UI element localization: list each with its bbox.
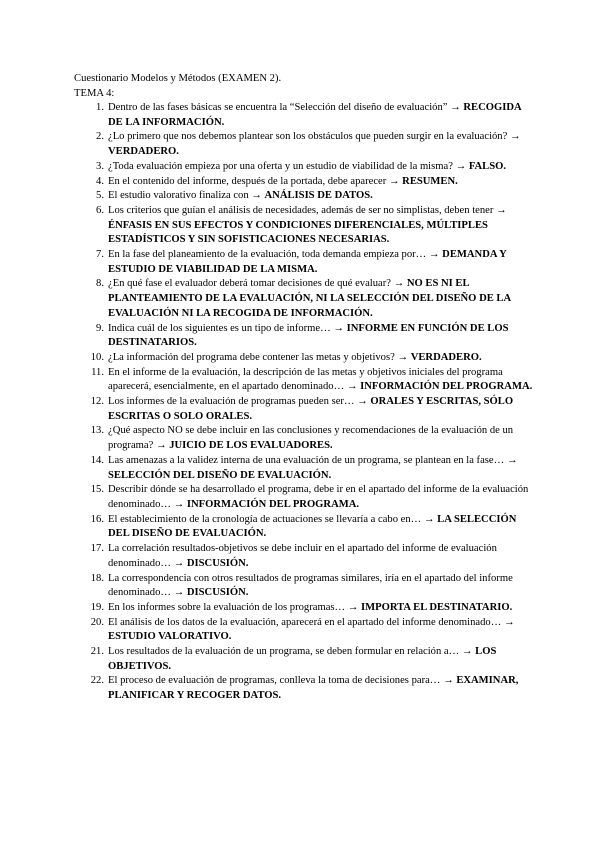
question-item — [74, 395, 534, 424]
right-arrow-icon: → — [393, 278, 405, 290]
right-arrow-icon: → — [155, 440, 167, 452]
question-item — [74, 616, 534, 645]
answer-text: DISCUSIÓN. — [186, 557, 249, 569]
right-arrow-icon: → — [333, 322, 344, 334]
question-text: Indica cuál de los siguientes es un tipo de informe… — [108, 322, 331, 334]
question-number: 3. — [96, 160, 104, 172]
answer-text: EXAMINAR, PLANIFICAR Y RECOGER DATOS. — [108, 675, 519, 702]
answer-text: VERDADERO. — [108, 146, 179, 158]
question-text: ¿Qué aspecto NO se debe incluir en las conclusiones y recomendaciones de la evaluación de un programa? — [108, 425, 514, 452]
question-item — [74, 454, 534, 483]
question-number: 1. — [96, 102, 104, 113]
question-text: En el contenido del informe, después de la portada, debe aparecer — [108, 175, 387, 187]
question-item — [74, 483, 534, 512]
question-item — [74, 542, 534, 571]
question-item — [74, 351, 534, 366]
question-text: El estudio valorativo finaliza con — [108, 190, 249, 202]
question-number: 14. — [90, 454, 104, 466]
answer-text: FALSO. — [468, 160, 506, 172]
question-number: 6. — [96, 204, 104, 216]
question-item — [74, 101, 534, 130]
question-number: 8. — [96, 278, 104, 290]
question-text: Los criterios que guían el análisis de necesidades, además de ser no simplistas, deben tener — [108, 204, 494, 216]
section-heading: TEMA 4: — [74, 87, 115, 99]
right-arrow-icon: → — [346, 381, 358, 393]
question-text: La correlación resultados-objetivos se debe incluir en el apartado del informe de evaluación denominado… — [108, 543, 497, 569]
right-arrow-icon: → — [455, 160, 467, 172]
question-number: 5. — [96, 190, 104, 202]
question-item — [74, 424, 534, 453]
question-text: El análisis de los datos de la evaluación, aparecerá en el apartado del informe denominado… — [108, 616, 502, 628]
question-number: 2. — [96, 131, 104, 143]
right-arrow-icon: → — [357, 396, 368, 408]
answer-text: JUICIO DE LOS EVALUADORES. — [169, 440, 333, 452]
question-item — [74, 674, 534, 703]
right-arrow-icon: → — [461, 646, 473, 658]
question-number: 10. — [90, 351, 104, 363]
right-arrow-icon: → — [496, 204, 507, 216]
question-number: 12. — [90, 396, 104, 408]
question-text: En el informe de la evaluación, la descripción de las metas y objetivos iniciales del programa aparecerá, esencialmente, en el apartado denominado… — [108, 366, 503, 393]
answer-text: INFORMACIÓN DEL PROGRAMA. — [360, 381, 533, 393]
answer-text: DISCUSIÓN. — [186, 587, 249, 599]
answer-text: LA SELECCIÓN DEL DISEÑO DE EVALUACIÓN. — [108, 513, 517, 540]
question-number: 4. — [96, 175, 104, 187]
question-text: Dentro de las fases básicas se encuentra la “Selección del diseño de evaluación” — [108, 102, 448, 113]
question-text: ¿Toda evaluación empieza por una oferta y un estudio de viabilidad de la misma? — [108, 160, 453, 172]
question-text: Los resultados de la evaluación de un programa, se deben formular en relación a… — [108, 646, 460, 658]
answer-text: ESTUDIO VALORATIVO. — [108, 631, 232, 643]
right-arrow-icon: → — [397, 351, 409, 363]
answer-text: SELECCIÓN DEL DISEÑO DE EVALUACIÓN. — [108, 469, 332, 481]
question-number: 9. — [96, 322, 104, 334]
question-text: Los informes de la evaluación de programas pueden ser… — [108, 396, 355, 408]
answer-text: ORALES Y ESCRITAS, SÓLO ESCRITAS O SOLO ORALES. — [108, 396, 514, 422]
question-item — [74, 248, 534, 277]
answer-text: NO ES NI EL PLANTEAMIENTO DE LA EVALUACIÓN, NI LA SELECCIÓN DEL DISEÑO DE LA EVALUACIÓN NI LA RECOGIDA DE INFORMACIÓN. — [108, 278, 511, 319]
answer-text: RECOGIDA DE LA INFORMACIÓN. — [108, 102, 522, 128]
right-arrow-icon: → — [347, 601, 359, 613]
question-item — [74, 277, 534, 321]
question-text: En la fase del planeamiento de la evaluación, toda demanda empieza por… — [108, 249, 427, 261]
question-text: Las amenazas a la validez interna de una evaluación de un programa, se plantean en la fase… — [108, 454, 505, 466]
question-number: 11. — [91, 366, 104, 378]
right-arrow-icon: → — [506, 454, 518, 466]
answer-text: ANÁLISIS DE DATOS. — [264, 190, 373, 202]
right-arrow-icon: → — [173, 498, 185, 510]
question-number: 22. — [90, 675, 104, 687]
question-item — [74, 366, 534, 395]
right-arrow-icon: → — [388, 175, 400, 187]
question-item — [74, 175, 534, 190]
question-text: El proceso de evaluación de programas, conlleva la toma de decisiones para… — [108, 675, 441, 687]
answer-text: DEMANDA Y ESTUDIO DE VIABILIDAD DE LA MISMA. — [108, 249, 507, 275]
right-arrow-icon: → — [423, 513, 435, 525]
question-item — [74, 189, 534, 204]
question-item — [74, 572, 534, 601]
answer-text: LOS OBJETIVOS. — [108, 646, 497, 672]
question-text: ¿La información del programa debe contener las metas y objetivos? — [108, 351, 395, 363]
question-text: La correspondencia con otros resultados de programas similares, iría en el apartado del informe denominado… — [108, 572, 513, 599]
question-text: ¿Lo primero que nos debemos plantear son los obstáculos que pueden surgir en la evaluación? — [108, 131, 508, 143]
right-arrow-icon: → — [173, 587, 185, 599]
question-text: En los informes sobre la evaluación de los programas… — [108, 601, 346, 613]
right-arrow-icon: → — [173, 557, 185, 569]
right-arrow-icon: → — [443, 675, 454, 687]
question-item — [74, 204, 534, 248]
question-number: 16. — [90, 513, 104, 525]
question-item — [74, 160, 534, 175]
question-number: 20. — [90, 616, 104, 628]
answer-text: INFORMACIÓN DEL PROGRAMA. — [186, 498, 360, 510]
question-item — [74, 322, 534, 351]
question-text: ¿En qué fase el evaluador deberá tomar decisiones de qué evaluar? — [108, 278, 391, 290]
question-number: 15. — [90, 484, 104, 496]
question-item — [74, 601, 534, 616]
answer-text: VERDADERO. — [410, 351, 482, 363]
question-number: 7. — [96, 249, 104, 261]
question-number: 21. — [90, 646, 104, 658]
answer-text: RESUMEN. — [402, 175, 458, 187]
question-item — [74, 130, 534, 159]
answer-text: ÉNFASIS EN SUS EFECTOS Y CONDICIONES DIFERENCIALES, MÚLTIPLES ESTADÍSTICOS Y SIN SOFISTICACIONES NECESARIAS. — [108, 219, 488, 246]
question-number: 17. — [90, 543, 104, 555]
right-arrow-icon: → — [251, 190, 262, 202]
answer-text: INFORME EN FUNCIÓN DE LOS DESTINATARIOS. — [108, 322, 509, 349]
question-number: 18. — [90, 572, 104, 584]
question-text: El establecimiento de la cronología de actuaciones se llevaría a cabo en… — [108, 513, 422, 525]
right-arrow-icon: → — [450, 102, 461, 113]
question-item — [74, 645, 534, 674]
right-arrow-icon: → — [509, 131, 521, 143]
question-text: Describir dónde se ha desarrollado el programa, debe ir en el apartado del informe de la evaluación denominado… — [108, 484, 529, 510]
question-number: 19. — [90, 601, 104, 613]
question-list — [74, 101, 534, 704]
right-arrow-icon: → — [503, 616, 515, 628]
answer-text: IMPORTA EL DESTINATARIO. — [361, 601, 513, 613]
document-title: Cuestionario Modelos y Métodos (EXAMEN 2). — [74, 73, 282, 84]
question-number: 13. — [90, 425, 104, 437]
right-arrow-icon: → — [428, 249, 440, 261]
question-item — [74, 513, 534, 542]
